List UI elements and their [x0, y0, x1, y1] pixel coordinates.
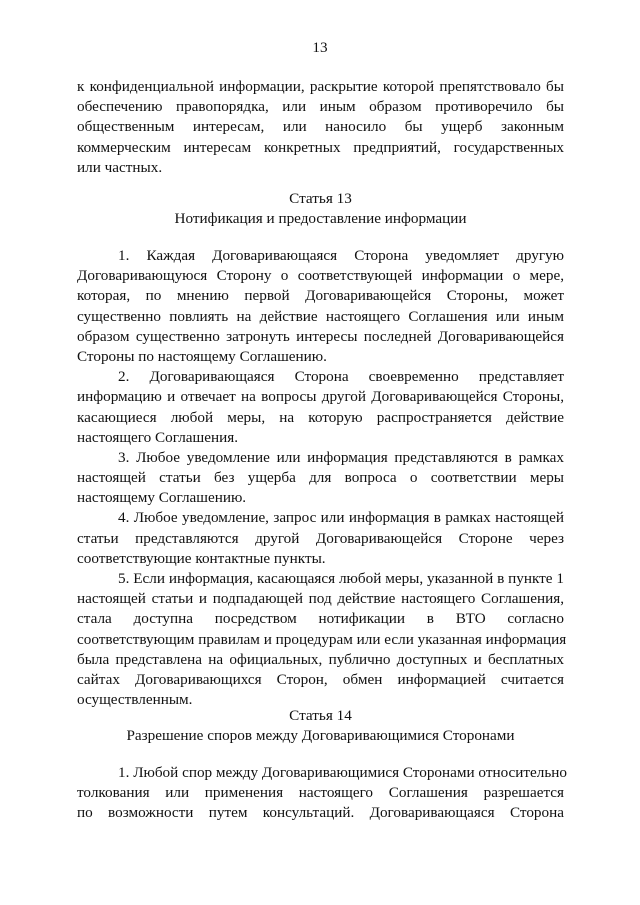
text-line: настоящего Соглашения.: [77, 428, 238, 446]
text-line: осуществленным.: [77, 691, 193, 709]
article-13-body: [77, 246, 567, 710]
text-line: сайтах Договаривающихся Сторон, обмен информацией считается: [77, 670, 564, 688]
text-line: Договаривающуюся Сторону о соответствующей информации о мере,: [77, 267, 564, 285]
article-13-number: Статья 13: [289, 190, 352, 207]
article-13-heading: [77, 189, 564, 229]
article-13-paragraph-3: [77, 448, 564, 509]
text-line: к конфиденциальной информации, раскрытие которой препятствовало бы: [77, 78, 564, 95]
text-line: образом существенно затронуть интересы последней Договаривающейся: [77, 327, 564, 345]
text-line: толкования или применения настоящего Соглашения разрешается: [77, 784, 564, 802]
article-14-heading: [77, 706, 564, 746]
article-14-body: [77, 763, 568, 824]
text-line: соответствующим правилам и процедурам или если указанная информация: [77, 630, 567, 648]
text-line: была представлена на официальных, публично доступных и бесплатных: [77, 650, 564, 668]
article-13-paragraph-1: [77, 246, 564, 367]
text-line: 1. Любой спор между Договаривающимися Сторонами относительно: [118, 764, 568, 781]
article-14-paragraph-1: [77, 763, 568, 824]
text-line: 5. Если информация, касающаяся любой меры, указанной в пункте 1: [118, 570, 564, 587]
text-line: настоящей статьи и подпадающей под действие настоящего Соглашения,: [77, 590, 564, 608]
text-line: соответствующие контактные пункты.: [77, 549, 326, 567]
text-line: 2. Договаривающаяся Сторона своевременно представляет: [118, 368, 564, 386]
article-13-title: Нотификация и предоставление информации: [174, 210, 467, 228]
article-14-number: Статья 14: [289, 707, 352, 724]
text-line: статьи представляются другой Договаривающейся Стороне через: [77, 529, 564, 547]
article-13-paragraph-5: [77, 569, 567, 710]
text-line: Стороны по настоящему Соглашению.: [77, 347, 327, 365]
article-13-paragraph-4: [77, 508, 564, 569]
text-line: по возможности путем консультаций. Договаривающаяся Сторона: [77, 804, 564, 822]
text-line: настоящему Соглашению.: [77, 489, 247, 507]
text-line: обеспечению правопорядка, или иным образом противоречило бы: [77, 98, 564, 116]
text-line: 4. Любое уведомление, запрос или информация в рамках настоящей: [118, 509, 564, 527]
page-number: 13: [312, 39, 328, 56]
intro-paragraph: [77, 77, 564, 178]
text-line: существенно повлиять на действие настоящего Соглашения или иным: [77, 307, 564, 325]
text-line: которая, по мнению первой Договаривающейся Стороны, может: [77, 287, 564, 305]
text-line: касающиеся любой меры, на которую распространяется действие: [77, 408, 564, 426]
text-line: 1. Каждая Договаривающаяся Сторона уведомляет другую: [118, 247, 564, 264]
article-13-paragraph-2: [77, 367, 564, 448]
text-line: настоящей статьи без ущерба для вопроса о соответствии меры: [77, 469, 564, 487]
text-line: стала доступна посредством нотификации в ВТО согласно: [77, 610, 564, 628]
article-14-title: Разрешение споров между Договаривающимися Сторонами: [126, 727, 515, 745]
text-line: 3. Любое уведомление или информация представляются в рамках: [118, 448, 564, 466]
text-line: информацию и отвечает на вопросы другой Договаривающейся Стороны,: [77, 388, 564, 406]
text-line: общественным интересам, или наносило бы ущерб законным: [77, 118, 564, 136]
text-line: коммерческим интересам конкретных предприятий, государственных: [77, 138, 564, 156]
text-line: или частных.: [77, 158, 163, 176]
